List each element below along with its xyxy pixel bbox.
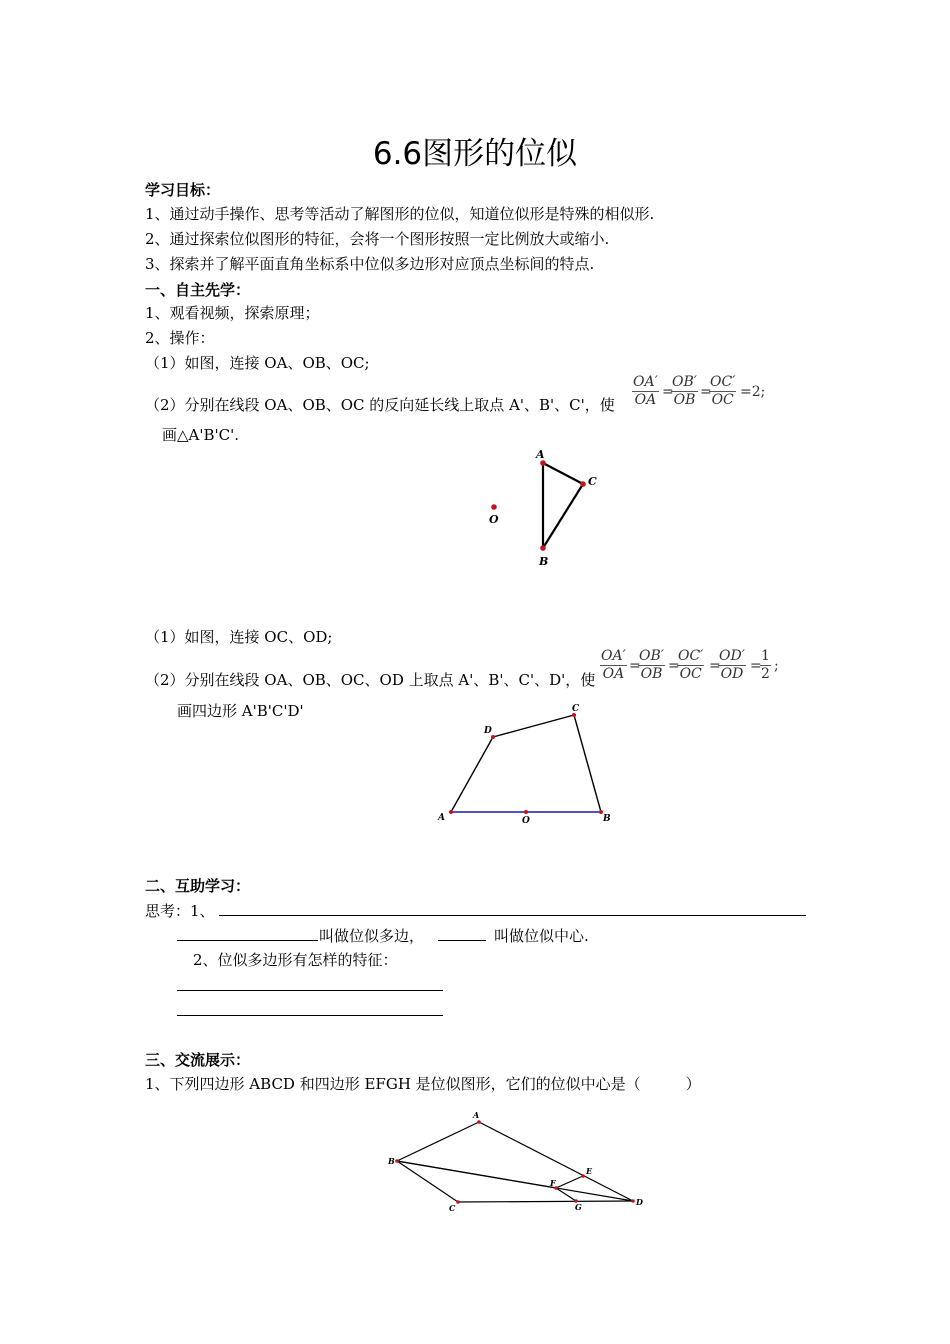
point-a [477,1120,481,1124]
label-g: G [575,1202,582,1212]
ratio1-eq-2: = [700,384,712,400]
ratio2-f3-denominator: OC [679,666,702,682]
label-a: A [438,813,445,823]
segment-bc [397,1161,458,1202]
segment-cb [574,715,601,812]
ratio2-f2-denominator: OB [640,666,663,682]
ratio2-eq-4: = [750,658,762,674]
ratio1-f2-denominator: OB [673,392,696,408]
ratio2-f2-numerator: OB′ [639,648,664,664]
objective-3: 3、探索并了解平面直角坐标系中位似多边形对应顶点坐标间的特点. [145,255,595,273]
segment-ba [397,1122,479,1161]
ratio1-f2-numerator: OB′ [672,374,697,390]
point-b [540,545,546,551]
section1-step3: 画△A'B'C'. [162,426,240,444]
section2-line-b: 叫做位似中心. [494,927,589,945]
ratio2-eq-1: = [629,658,641,674]
ratio2-f5-denominator: 2 [761,666,770,682]
ratio2-f5-numerator: 1 [761,648,770,664]
figure-homothety [387,1110,643,1213]
section1-step4: （1）如图，连接 OC、OD; [145,628,333,646]
objective-2: 2、通过探索位似图形的特征，会将一个图形按照一定比例放大或缩小. [145,230,610,248]
ratio2-tail: ; [774,658,779,674]
ratio2-eq-3: = [709,658,721,674]
point-b [395,1159,399,1163]
label-f: F [550,1178,556,1188]
section1-step2: （2）分别在线段 OA、OB、OC 的反向延长线上取点 A'、B'、C'，使 [145,396,615,414]
objective-1: 1、通过动手操作、思考等活动了解图形的位似，知道位似形是特殊的相似形. [145,205,655,223]
segment-ad [451,737,493,812]
objectives-heading: 学习目标： [145,181,221,199]
label-b: B [539,555,549,568]
section2-heading: 二、互助学习： [145,877,251,895]
label-o: O [522,816,530,826]
ratio2-f4-numerator: OD′ [719,648,745,664]
label-a: A [536,448,545,461]
segment-ac [543,463,583,484]
section2-q2: 2、位似多边形有怎样的特征： [193,951,398,969]
ratio1-f1-denominator: OA [634,392,657,408]
point-e [581,1174,585,1178]
label-o: O [489,513,499,526]
label-b: B [603,814,611,824]
ratio2-f1-denominator: OA [602,666,625,682]
section1-step1: （1）如图，连接 OA、OB、OC; [145,354,370,372]
point-a [449,810,453,814]
section2-line-a: 叫做位似多边， [319,927,425,945]
figure-quadrilateral [437,704,611,826]
point-c [456,1200,460,1204]
ratio1-f1-numerator: OA′ [633,374,658,390]
ratio1-eq-1: = [662,384,674,400]
point-d [631,1199,635,1203]
section1-line1: 1、观看视频，探索原理； [145,304,320,322]
label-c: C [449,1203,456,1213]
point-c [580,481,586,487]
section3-q1: 1、下列四边形 ABCD 和四边形 EFGH 是位似图形，它们的位似中心是（ ） [145,1075,701,1093]
point-o [491,504,497,510]
point-a [540,460,546,466]
page-title: 6.6图形的位似 [372,136,578,172]
label-d: D [484,726,492,736]
point-o [524,810,528,814]
section2-think: 思考：1、 [145,902,215,920]
label-e: E [586,1166,593,1176]
section1-step6: 画四边形 A'B'C'D' [177,702,304,720]
section1-heading: 一、自主先学： [145,281,251,299]
ratio1-f3-denominator: OC [711,392,734,408]
figure-triangle [489,448,597,568]
segment-cd [458,1201,633,1202]
label-a: A [473,1110,480,1120]
label-d: D [636,1197,643,1207]
section3-heading: 三、交流展示： [145,1051,251,1069]
ratio2-f4-denominator: OD [720,666,744,682]
label-c: C [588,475,597,488]
segment-bf [397,1161,556,1188]
label-c: C [572,704,580,714]
ratio2-f1-numerator: OA′ [601,648,626,664]
segment-fe [556,1176,583,1188]
label-b: B [388,1156,395,1166]
ratio1-f3-numerator: OC′ [710,374,736,390]
section1-step5: （2）分别在线段 OA、OB、OC、OD 上取点 A'、B'、C'、D'，使 [145,671,596,689]
ratio1-tail: =2; [740,384,766,400]
ratio2-f3-numerator: OC′ [678,648,704,664]
section1-line2: 2、操作： [145,329,215,347]
ratio2-eq-2: = [668,658,680,674]
segment-cb [543,484,583,548]
segment-dc [493,715,574,737]
